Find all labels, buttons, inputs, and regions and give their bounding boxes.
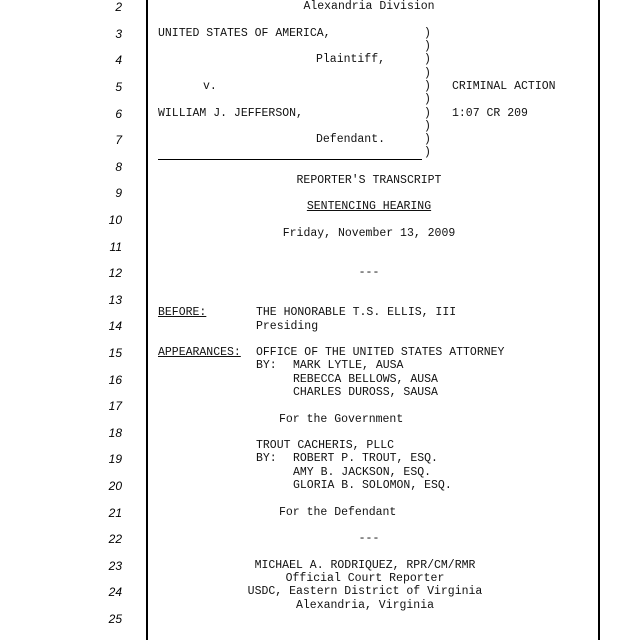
line-number: 4: [115, 53, 122, 67]
right-margin-line: [598, 0, 600, 640]
caption-underline: [158, 159, 422, 160]
attorney-name: ROBERT P. TROUT, ESQ.: [293, 452, 438, 465]
caption-paren: ): [424, 40, 431, 53]
line-number: 8: [115, 160, 122, 174]
line-number: 25: [108, 612, 122, 626]
appearances-label: APPEARANCES:: [158, 346, 241, 359]
by-label: BY:: [256, 359, 277, 372]
versus: v.: [203, 80, 217, 93]
caption-paren: ): [424, 80, 431, 93]
line-number: 20: [108, 479, 122, 493]
separator: ---: [358, 266, 380, 279]
line-number: 23: [108, 559, 122, 573]
reporter-city: Alexandria, Virginia: [295, 599, 435, 612]
line-number: 19: [108, 452, 122, 466]
line-number: 12: [108, 266, 122, 280]
reporter-name: MICHAEL A. RODRIQUEZ, RPR/CM/RMR: [254, 559, 476, 572]
def-for: For the Defendant: [279, 506, 397, 519]
caption-paren: ): [424, 146, 431, 159]
line-number: 22: [108, 532, 122, 546]
line-number: 14: [108, 319, 122, 333]
caption-paren: ): [424, 27, 431, 40]
caption-paren: ): [424, 120, 431, 133]
line-number: 6: [115, 107, 122, 121]
reporter-title: Official Court Reporter: [285, 572, 445, 585]
def-firm: TROUT CACHERIS, PLLC: [256, 439, 395, 452]
defendant-label: Defendant.: [316, 133, 386, 146]
gov-office: OFFICE OF THE UNITED STATES ATTORNEY: [256, 346, 505, 359]
line-number: 16: [108, 373, 122, 387]
defendant-name: WILLIAM J. JEFFERSON,: [158, 107, 303, 120]
line-number: 9: [115, 186, 122, 200]
left-margin-line: [146, 0, 148, 640]
attorney-name: AMY B. JACKSON, ESQ.: [293, 466, 432, 479]
case-type: CRIMINAL ACTION: [452, 80, 556, 93]
attorney-name: REBECCA BELLOWS, AUSA: [293, 373, 438, 386]
line-number: 3: [115, 27, 122, 41]
line-number: 10: [108, 213, 122, 227]
line-number: 17: [108, 399, 122, 413]
caption-paren: ): [424, 93, 431, 106]
transcript-title: REPORTER'S TRANSCRIPT: [296, 174, 442, 187]
separator: ---: [358, 532, 380, 545]
line-number: 5: [115, 80, 122, 94]
line-number: 15: [108, 346, 122, 360]
caption-paren: ): [424, 53, 431, 66]
line-number: 2: [115, 0, 122, 14]
line-number: 7: [115, 133, 122, 147]
attorney-name: GLORIA B. SOLOMON, ESQ.: [293, 479, 452, 492]
plaintiff-label: Plaintiff,: [316, 53, 386, 66]
judge-role: Presiding: [256, 320, 319, 333]
reporter-court: USDC, Eastern District of Virginia: [247, 585, 483, 598]
line-number: 18: [108, 426, 122, 440]
case-number: 1:07 CR 209: [452, 107, 528, 120]
attorney-name: CHARLES DUROSS, SAUSA: [293, 386, 438, 399]
judge-name: THE HONORABLE T.S. ELLIS, III: [256, 306, 457, 319]
by-label: BY:: [256, 452, 277, 465]
hearing-date: Friday, November 13, 2009: [282, 227, 456, 240]
before-label: BEFORE:: [158, 306, 207, 319]
attorney-name: MARK LYTLE, AUSA: [293, 359, 404, 372]
line-number: 21: [108, 506, 122, 520]
plaintiff-name: UNITED STATES OF AMERICA,: [158, 27, 331, 40]
court-division: Alexandria Division: [303, 0, 435, 13]
hearing-title: SENTENCING HEARING: [306, 200, 432, 213]
caption-paren: ): [424, 67, 431, 80]
line-number: 11: [109, 240, 122, 254]
caption-paren: ): [424, 107, 431, 120]
caption-paren: ): [424, 133, 431, 146]
gov-for: For the Government: [279, 413, 404, 426]
line-number: 24: [108, 585, 122, 599]
line-number: 13: [108, 293, 122, 307]
